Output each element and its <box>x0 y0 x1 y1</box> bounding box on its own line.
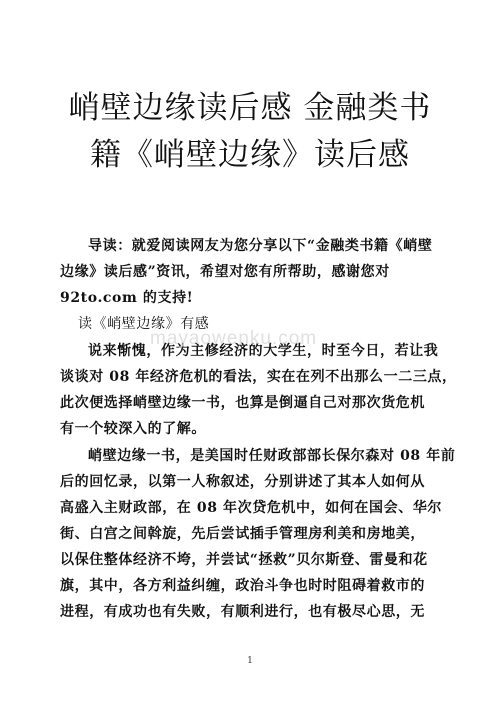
document-title-line-1: 峭壁边缘读后感 金融类书 <box>68 90 432 126</box>
document-title-line-2: 籍《峭壁边缘》读后感 <box>90 137 410 173</box>
paragraph-2-line-4: 街、白宫之间斡旋，先后尝试插手管理房利美和房地美， <box>60 526 425 542</box>
paragraph-1-line-1: 说来惭愧，作为主修经济的大学生，时至今日，若让我 <box>88 343 439 359</box>
paragraph-2-line-1: 峭壁边缘一书，是美国时任财政部部长保尔森对 08 年前 <box>88 448 456 464</box>
paragraph-1-line-4: 有一个较深入的了解。 <box>60 421 206 437</box>
paragraph-2-line-6: 旗，其中，各方利益纠缠，政治斗争也时时阻碍着救市的 <box>60 578 425 594</box>
paragraph-2-line-7: 进程，有成功也有失败，有顺利进行，也有极尽心思，无 <box>60 604 425 620</box>
intro-line-3: 92to.com 的支持! <box>60 290 194 306</box>
intro-line-2: 边缘》读后感”资讯，希望对您有所帮助，感谢您对 <box>60 264 390 280</box>
paragraph-1-line-3: 此次便选择峭壁边缘一书，也算是倒逼自己对那次货危机 <box>60 395 425 411</box>
page-number: 1 <box>247 656 253 666</box>
intro-line-1: 导读：就爱阅读网友为您分享以下“金融类书籍《峭壁 <box>88 238 433 254</box>
paragraph-1-line-2: 谈谈对 08 年经济危机的看法，实在在列不出那么一二三点， <box>60 369 457 385</box>
section-heading: 读《峭壁边缘》有感 <box>78 316 210 332</box>
paragraph-2-line-3: 高盛入主财政部，在 08 年次贷危机中，如何在国会、华尔 <box>60 500 443 516</box>
paragraph-2-line-2: 后的回忆录，以第一人称叙述，分别讲述了其本人如何从 <box>60 474 425 490</box>
watermark: mayaowenku.com <box>150 328 318 349</box>
paragraph-2-line-5: 以保住整体经济不垮，并尝试“拯救”贝尔斯登、雷曼和花 <box>60 552 428 568</box>
